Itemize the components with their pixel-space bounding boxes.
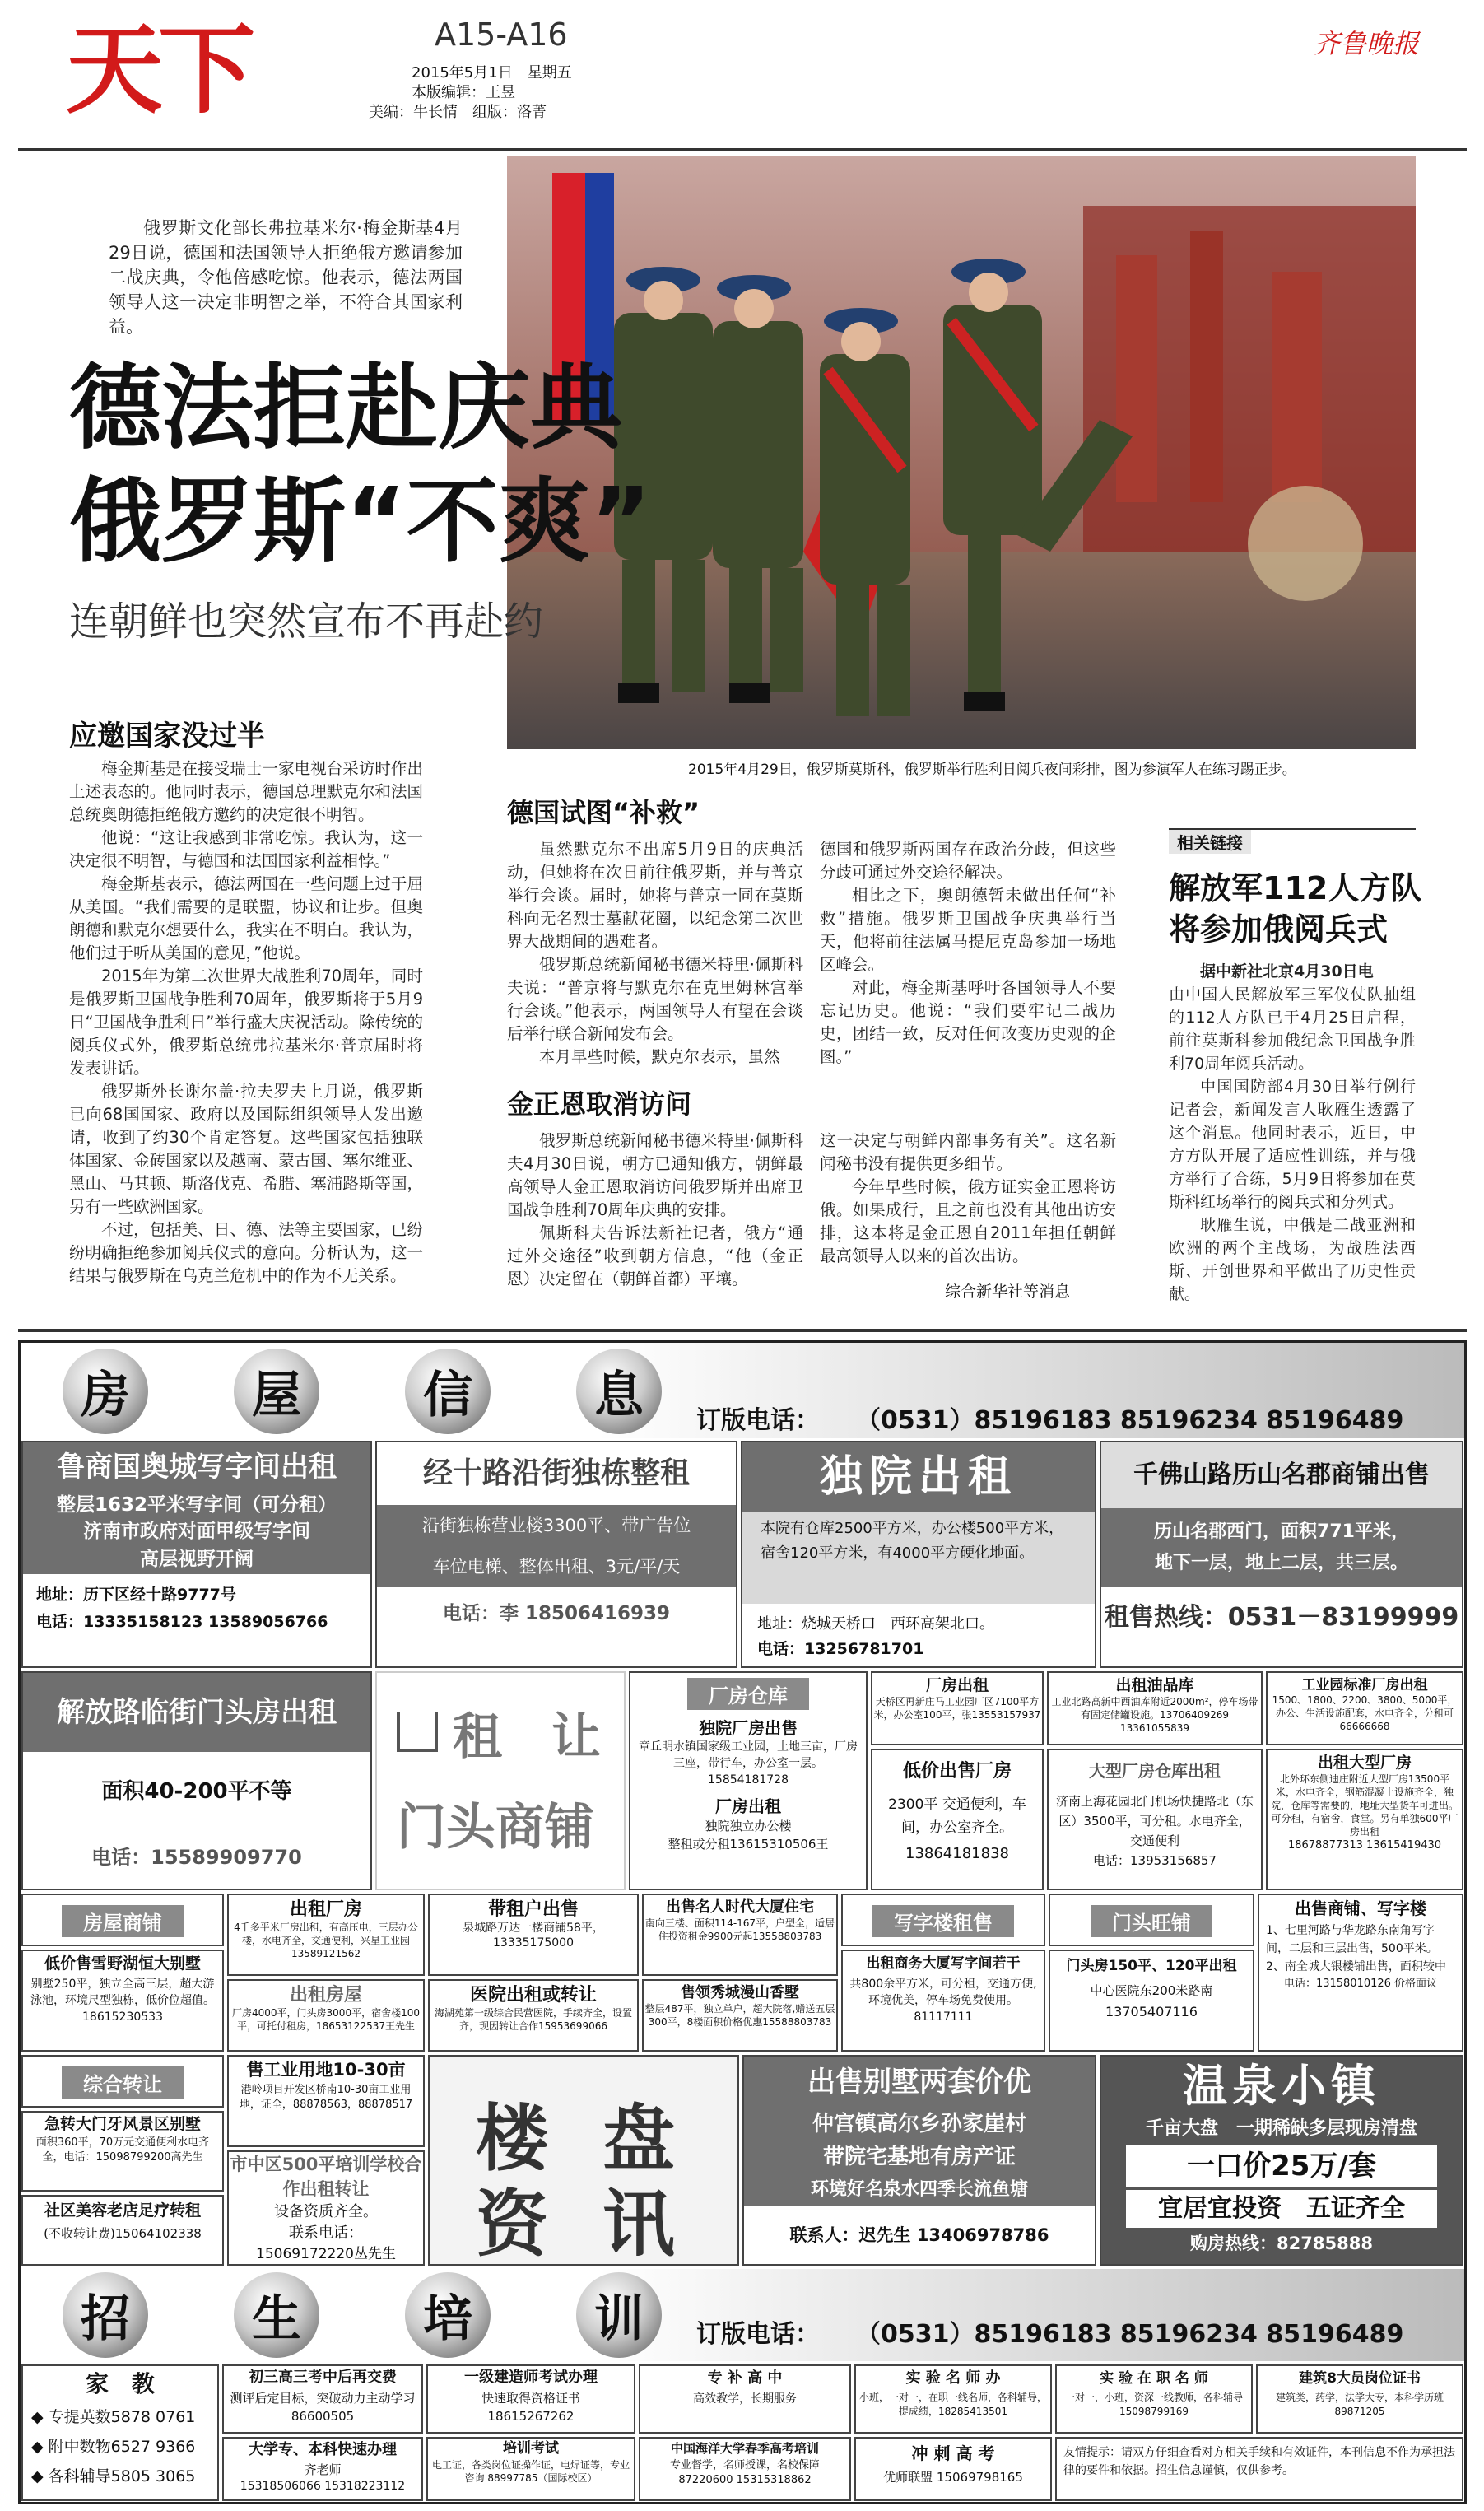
ad-cheap-factory [871, 1749, 1044, 1890]
ad-line: 联系电话： [289, 2224, 363, 2242]
ad-phone: 15069172220丛先生 [256, 2246, 396, 2262]
paragraph: 对此，梅金斯基呼吁各国领导人不要忘记历史。他说：“我们要牢记二战历史，团结一致，反对任何改变历史观的企图。” [820, 978, 1116, 1066]
ad-qianfoshan-shop [1100, 1441, 1463, 1668]
ad-training-school [227, 2150, 425, 2266]
ad-title: 出租大型厂房 [1317, 1754, 1412, 1772]
paragraph: 2015年为第二次世界大战胜利70周年，同时是俄罗斯卫国战争胜利70周年，俄罗斯将于5月9日“卫国战争胜利日”举行盛大庆祝活动。除传统的阅兵仪式外，俄罗斯总统弗拉基米尔·普京届时将发表讲话。 [69, 967, 423, 1078]
edu-char: 招 [63, 2272, 148, 2358]
content-bottom-rule [18, 1329, 1467, 1332]
ad-tenant-sale [428, 1894, 639, 1976]
ad-line: 别墅250平，独立全高三层，超大游泳池，环境尺型独栋，低价位超值。18615230533 [30, 1978, 215, 2024]
ad-shopfront-transfer [375, 1671, 626, 1890]
ad-line: 测评后定目标，突破动力主动学习86600505 [230, 2391, 416, 2424]
ad-large-warehouse [1047, 1749, 1263, 1890]
ad-line: 仲宫镇高尔乡孙家崖村 [744, 2108, 1095, 2141]
ad-line: 共800余平方米，可分租，交通方便,环境优美，停车场免费使用。81117111 [849, 1978, 1037, 2024]
paragraph: 中国国防部4月30日举行例行记者会，新闻发言人耿雁生透露了这个消息。他同时表示，近日，中方方队开展了适应性训练，并与俄方举行了合练，5月9日将参加在莫斯科红场举行的阅兵式和分列式。 [1169, 1078, 1416, 1211]
ad-degree [222, 2437, 423, 2501]
ad-damenya-villa [21, 2111, 224, 2192]
ad-line: 高效教学，长期服务 [693, 2392, 797, 2406]
ad-onjob-teacher [1055, 2364, 1253, 2434]
ad-title: 急转大门牙风景区别墅 [44, 2115, 201, 2133]
paragraph: 梅金斯基表示，德法两国在一些问题上过于屈从美国。“我们需要的是联盟，协议和让步。但奥朗德和默克尔想要什么，我实在不明白。我认为，他们过于听从美国的意见，”他说。 [69, 874, 423, 962]
ad-phone: 电话：13953156857 [1093, 1853, 1217, 1868]
article-column-3b [820, 1130, 1116, 1268]
paragraph: 梅金斯基是在接受瑞士一家电视台采访时作出上述表态的。他同时表示，德国总理默克尔和法国总统奥朗德拒绝俄方邀约的决定很不明智。 [69, 759, 423, 824]
ad-line: 天桥区再新庄马工业园厂区7100平方米，办公室100平，张13553157937 [873, 1696, 1041, 1721]
ad-line: 独院独立办公楼 [705, 1819, 792, 1833]
ad-title: 独院厂房出售 [699, 1718, 798, 1738]
ad-line: 一对一，小班，资深一线教师，各科辅导 15098799169 [1064, 2392, 1243, 2417]
ad-line: 齐老师 [304, 2462, 342, 2477]
category-tag: 综合转让 [62, 2066, 184, 2099]
paragraph: 佩斯科夫告诉法新社记者，俄方“通过外交途径”收到朝方信息，“他（金正恩）决定留在（朝鲜首都）平壤。 [507, 1223, 803, 1288]
related-link-label: 相关链接 [1169, 830, 1251, 854]
design-credit: 美编：牛长情 组版：洛菁 [369, 104, 547, 121]
paragraph: 今年早些时候，俄方证实金正恩将访俄。如果成行，且之前也没有其他出访安排，这本将是金正恩自2011年担任朝鲜最高领导人以来的首次出访。 [820, 1177, 1116, 1265]
ad-phone: 购房热线：82785888 [1190, 2234, 1373, 2253]
ad-line: 沿街独栋营业楼3300平、带广告位 [377, 1505, 736, 1546]
ad-title: 租 让 [453, 1708, 601, 1766]
subheadline: 连朝鲜也突然宣布不再赴约 [69, 599, 544, 645]
ad-title: 实 验 在 职 名 师 [1100, 2370, 1208, 2387]
ad-oil-depot [1047, 1671, 1263, 1745]
ad-line: 工业北路高新中西油库附近2000m²，停车场带有固定储罐设施。13706409269 13361055839 [1051, 1696, 1258, 1734]
category-tag: 写字楼租售 [872, 1905, 1014, 1937]
ad-line: 车位电梯、整体出租、3元/平/天 [377, 1546, 736, 1587]
ad-factory-warehouse [629, 1671, 868, 1890]
ad-title: 独院出租 [742, 1442, 1095, 1512]
ad-jiefang-road-shop [21, 1671, 372, 1890]
ad-title: 大型厂房仓库出租 [1089, 1761, 1221, 1781]
sidebar-body [1169, 960, 1416, 1306]
article-column-1 [69, 757, 423, 1288]
ad-ocean-university [639, 2437, 851, 2501]
ad-line: 宜居宜投资 五证齐全 [1126, 2190, 1437, 2228]
house-char: 息 [576, 1349, 662, 1434]
paragraph: 俄罗斯总统新闻秘书德米特里·佩斯科夫说：“普京将与默克尔在克里姆林宫举行会谈。”他表示，两国领导人有望在会谈后举行联合新闻发布会。 [507, 955, 803, 1043]
order-phone-label: 订版电话： [696, 1406, 820, 1435]
ad-industrial-land [227, 2055, 425, 2147]
lead-intro: 俄罗斯文化部长弗拉基米尔·梅金斯基4月29日说，德国和法国领导人拒绝俄方邀请参加二战庆典，令他倍感吃惊。他表示，德法两国领导人这一决定非明智之举，不符合其国家利益。 [109, 218, 463, 337]
ad-notice [1055, 2437, 1463, 2501]
ad-char: 盘 [602, 2095, 676, 2181]
ad-line: 一口价25万/套 [1126, 2145, 1437, 2187]
ad-line: 环境好名泉水四季长流鱼塘 [744, 2173, 1095, 2206]
ad-house-shop-tag [21, 1894, 224, 1946]
ad-phone: 电话：13335158123 13589056766 [36, 1613, 328, 1631]
ad-subtitle: 门头商铺 [397, 1799, 594, 1856]
ad-line: 济南上海花园北门机场快捷路北（东区）3500平，可分租。水电齐全，交通便利 [1055, 1794, 1254, 1848]
ad-shop-office-sale [1258, 1894, 1463, 2052]
ad-line: 1、七里河路与华龙路东南角写字间，二层和三层出售，500平米。2、南全城大银楼铺出售，面积较中 [1266, 1924, 1446, 1973]
ad-phone: 18678877313 13615419430 [1287, 1839, 1442, 1852]
ad-phone: 15318506066 15318223112 [240, 2480, 406, 2493]
ad-title: 社区美容老店足疗转租 [44, 2201, 201, 2220]
ad-line: 中心医院东200米路南 [1090, 1983, 1213, 1998]
ad-experimental-teacher [854, 2364, 1052, 2434]
paragraph: 不过，包括美、日、德、法等主要国家，已纷纷明确拒绝参加阅兵仪式的意向。分析认为，这一结果与俄罗斯在乌克兰危机中的作为不无关系。 [69, 1220, 423, 1285]
ad-highschool-tutor [639, 2364, 851, 2434]
ad-title: 经十路沿街独栋整租 [422, 1456, 690, 1490]
ad-constructor-exam [426, 2364, 635, 2434]
paragraph: 耿雁生说，中俄是二战亚洲和欧洲的两个主战场，为战胜法西斯、开创世界和平做出了历史性贡献。 [1169, 1216, 1416, 1303]
ad-title: 低价出售厂房 [902, 1761, 1012, 1782]
section-heading-3: 金正恩取消访问 [507, 1088, 692, 1120]
headline-line1: 德法拒赴庆典 [69, 355, 622, 462]
ad-char: 资 [476, 2181, 549, 2266]
ad-line: 面积360平，70万元交通便利水电齐全，电话：15098799200高先生 [35, 2136, 210, 2164]
page-range: A15-A16 [435, 16, 568, 53]
order-phone-number: （0531）85196183 85196234 85196489 [856, 1406, 1404, 1435]
ad-title: 家 教 [85, 2370, 155, 2397]
sidebar-title-2: 将参加俄阅兵式 [1169, 911, 1389, 948]
ad-title: 鲁商国奥城写字间出租 [23, 1442, 370, 1492]
ad-title: 出售别墅两套价优 [744, 2057, 1095, 2108]
ad-char: 楼 [476, 2095, 549, 2181]
ad-phone: 联系人：迟先生 13406978786 [789, 2225, 1049, 2245]
ad-line: 高层视野开阔 [23, 1544, 370, 1574]
article-column-3a [507, 1130, 803, 1291]
ad-line: 带院宅基地有房产证 [744, 2141, 1095, 2173]
ad-line: ◆ 专提英数5878 0761 [31, 2408, 196, 2426]
issue-date: 2015年5月1日 星期五 [412, 64, 572, 82]
ad-commercial-office [841, 1950, 1045, 2052]
ad-phone: 租售热线：0531－83199999 [1104, 1603, 1459, 1632]
house-icon [397, 1712, 438, 1752]
ad-phone: 电话：15589909770 [91, 1846, 302, 1869]
ad-title: 厂房出租 [715, 1796, 781, 1816]
ad-title: 大学专、本科快速办理 [249, 2441, 397, 2458]
related-link-tag [1169, 828, 1416, 854]
house-char: 屋 [234, 1349, 319, 1434]
ad-line: ◆ 各科辅导5805 3065 [31, 2467, 196, 2485]
ad-luoshang-office [21, 1441, 372, 1668]
ad-line: 整层1632平米写字间（可分租） [23, 1492, 370, 1518]
paragraph: 他说：“这让我感到非常吃惊。我认为，这一决定很不明智，与德国和法国国家利益相悖。” [69, 828, 423, 870]
ad-line: 泉城路万达一楼商铺58平，13335175000 [463, 1922, 604, 1950]
ad-phone: 18615267262 [487, 2409, 575, 2424]
ad-title: 中国海洋大学春季高考培训 [670, 2441, 819, 2456]
ad-exam-prep [222, 2364, 423, 2434]
ad-title: 医院出租或转让 [469, 1985, 597, 2006]
ad-title: 初三高三考中后再交费 [249, 2369, 397, 2386]
masthead-logo [66, 12, 337, 127]
paragraph: 俄罗斯总统新闻秘书德米特里·佩斯科夫4月30日说，朝方已通知俄方，朝鲜最高领导人金正恩取消访问俄罗斯并出席卫国战争胜利70周年庆典的安排。 [507, 1131, 803, 1219]
ad-line: ◆ 附中数物6527 9366 [31, 2438, 196, 2456]
ad-address: 地址：烧城天桥口 西环高架北口。 [757, 1615, 994, 1633]
ad-phone: 87220600 15315318862 [678, 2474, 812, 2486]
ad-hospital [428, 1979, 639, 2052]
editor-credit: 本版编辑：王昱 [412, 84, 515, 101]
paragraph: 俄罗斯外长谢尔盖·拉夫罗夫上月说，俄罗斯已向68国国家、政府以及国际组织领导人发出邀请，收到了约30个肯定答复。这些国家包括独联体国家、金砖国家以及越南、蒙古国、塞尔维亚、黑山、马其顿、斯洛伐克、希腊、塞浦路斯等国，另有一些欧洲国家。 [69, 1082, 423, 1216]
dateline: 据中新社北京4月30日电 [1200, 962, 1374, 981]
article-source: 综合新华社等消息 [945, 1283, 1071, 1301]
edu-phone-number: （0531）85196183 85196234 85196489 [856, 2320, 1404, 2349]
ad-title: 出租房屋 [289, 1985, 362, 2006]
ad-title: 专 补 高 中 [707, 2369, 783, 2387]
ad-line: 设备资质齐全。 [274, 2203, 378, 2220]
article-column-2a [507, 838, 803, 1069]
ad-line: 1500、1800、2200、3800、5000平，办公、生活设施配套，水电齐全，分租可66666668 [1272, 1694, 1458, 1732]
ad-property-news [428, 2055, 739, 2266]
ad-title: 千佛山路历山名郡商铺出售 [1101, 1442, 1462, 1508]
ad-phone: 电话：李 18506416939 [442, 1603, 671, 1624]
ad-xueye-villa [21, 1950, 224, 2052]
ad-hot-spring-town [1100, 2055, 1463, 2266]
ad-shopfront-rent [1049, 1950, 1254, 2052]
ad-line: 本院有仓库2500平方米，办公楼500平方米，宿舍120平方米，有4000平方硬化地面。 [742, 1512, 1095, 1604]
ad-line: 北外环东侧迪庄附近大型厂房13500平米，水电齐全，钢筋混凝土设施齐全，独院，仓库等需要的，地址大型货车可进出。可分租，有宿舍，食堂。另有单独600平厂房出租 [1271, 1773, 1459, 1838]
ad-title: 一级建造师考试办理 [464, 2369, 598, 2386]
ad-phone: 电话：13158010126 价格面议 [1283, 1978, 1438, 1990]
ad-title: 市中区500平培训学校合作出租转让 [230, 2155, 422, 2199]
section-heading-2: 德国试图“补救” [507, 797, 700, 828]
ad-training-exam [426, 2437, 635, 2501]
paragraph: 虽然默克尔不出席5月9日的庆典活动，但她将在次日前往俄罗斯，并与普京举行会谈。届时，她将与普京一同在莫斯科向无名烈士墓献花圈，以纪念第二次世界大战期间的遇难者。 [507, 840, 803, 951]
ad-line: 港岭项目开发区桥南10-30亩工业用地，证全，88878563，88878517 [239, 2084, 413, 2111]
headline-line2: 俄罗斯“不爽” [69, 468, 652, 575]
ad-address: 地址：历下区经十路9777号 [36, 1586, 236, 1604]
ad-line: (不收转让费)15064102338 [44, 2226, 202, 2241]
ad-title: 温泉小镇 [1183, 2060, 1380, 2112]
edu-char: 训 [576, 2272, 662, 2358]
paragraph: 相比之下，奥朗德暂未做出任何“补救”措施。俄罗斯卫国战争庆典举行当天，他将前往法属马提尼克岛参加一场地区峰会。 [820, 886, 1116, 974]
ad-misc-tag [21, 2055, 224, 2108]
ad-phone: 13705407116 [1105, 2004, 1198, 2020]
ad-line: 历山名郡西门，面积771平米， [1101, 1508, 1462, 1548]
ad-title: 带租户出售 [487, 1899, 579, 1920]
house-char: 信 [405, 1349, 491, 1434]
ad-big-factory [1266, 1749, 1463, 1890]
ad-line: 电工证，各类岗位证操作证，电焊证等，专业咨询 88997785（国际校区） [431, 2459, 630, 2484]
ad-title: 门头房150平、120平出租 [1066, 1958, 1237, 1974]
ad-phone: 电话：13256781701 [757, 1640, 924, 1658]
lead-photo [507, 156, 1416, 749]
ad-line: 章丘明水镇国家级工业园，土地三亩，厂房三座，带行车，办公室一层。15854181728 [639, 1740, 858, 1787]
ad-line: 2300平 交通便利，车间，办公室齐全。 [888, 1796, 1026, 1836]
paragraph: 由中国人民解放军三军仪仗队抽组的112人方队已于4月25日启程，前往莫斯科参加俄纪念卫国战争胜利70周年阅兵活动。 [1169, 985, 1416, 1073]
ad-tutoring [21, 2364, 219, 2501]
ad-line: 厂房4000平，门头房3000平，宿舍楼100平，可托付租房，18653122537王先生 [232, 2007, 420, 2032]
ad-line: 济南市政府对面甲级写字间 [23, 1518, 370, 1544]
ad-title: 工业园标准厂房出租 [1301, 1677, 1428, 1693]
ad-line: 海湖苑第一级综合民营医院，手续齐全，设置齐，现因转让合作15953699066 [434, 2007, 632, 2032]
ad-line: 面积40-200平不等 [101, 1779, 292, 1804]
ad-title: 出售商铺、写字楼 [1295, 1898, 1426, 1918]
edu-char: 培 [405, 2272, 491, 2358]
ad-title: 解放路临街门头房出租 [23, 1673, 370, 1752]
paragraph: 德国和俄罗斯两国存在政治分歧，但这些分歧可通过外交途径解决。 [820, 840, 1116, 882]
ad-line: 建筑类，药学，法学大专，本科学历班89871205 [1275, 2392, 1444, 2417]
ad-villa-sale [742, 2055, 1096, 2266]
house-char: 房 [63, 1349, 148, 1434]
edu-phone-label: 订版电话： [696, 2320, 820, 2349]
ad-line: 快速取得资格证书 [481, 2391, 580, 2406]
header-rule [18, 148, 1467, 151]
paragraph: 本月早些时候，默克尔表示，虽然 [539, 1047, 780, 1066]
ad-title: 出租商务大厦写字间若干 [866, 1955, 1021, 1972]
ad-line: 千亩大盘 一期稀缺多层现房清盘 [1145, 2118, 1417, 2139]
ad-line: 小班，一对一，在职一线名师，各科辅导，提成绩，18285413501 [859, 2392, 1048, 2417]
ad-gaokao-sprint [854, 2437, 1052, 2501]
ad-beauty-shop [21, 2195, 224, 2266]
ad-line: 专业督学，名师授课，名校保障 [669, 2459, 820, 2471]
ad-lingxiu-villa [642, 1979, 838, 2052]
ad-title: 售领秀城漫山香墅 [681, 1984, 799, 2001]
ad-shopfront-tag [1049, 1894, 1254, 1946]
ad-title: 出租油品库 [1115, 1676, 1194, 1694]
ad-phone: 优师联盟 15069798165 [883, 2470, 1023, 2485]
ad-courtyard-rent [741, 1441, 1096, 1668]
ad-line: 南向三楼、面积114-167平，户型全，适居住投资租金9900元起13558803783 [644, 1917, 835, 1942]
ad-title: 培训考试 [503, 2440, 559, 2457]
ad-industrial-park [1266, 1671, 1463, 1745]
photo-caption: 2015年4月29日，俄罗斯莫斯科，俄罗斯举行胜利日阅兵夜间彩排，图为参演军人在练习踢正步。 [688, 762, 1296, 778]
ad-factory-rent [871, 1671, 1044, 1745]
ad-rent-house [227, 1979, 425, 2052]
paragraph: 这一决定与朝鲜内部事务有关”。这名新闻秘书没有提供更多细节。 [820, 1131, 1116, 1173]
ad-title: 建筑8大员岗位证书 [1299, 2370, 1421, 2387]
parade-soldiers-photo [507, 156, 1416, 749]
ad-title: 冲 刺 高 考 [911, 2443, 995, 2463]
ad-office-tag [841, 1894, 1045, 1946]
ad-line: 整层487平，独立单户，超大院落,赠送五层300平，8楼面积价格优惠15588803783 [644, 2003, 835, 2028]
category-tag: 厂房仓库 [687, 1678, 809, 1710]
ad-title: 低价售雪野湖恒大别墅 [44, 1954, 201, 1973]
ad-title: 售工业用地10-30亩 [246, 2060, 406, 2080]
ad-char: 讯 [602, 2181, 676, 2266]
ad-title: 厂房出租 [925, 1676, 989, 1694]
ad-jingshi-building [375, 1441, 737, 1668]
ad-line: 4千多平米厂房出租，有高压电，三层办公楼，水电齐全，交通便利，兴星工业园13589121562 [234, 1922, 418, 1959]
category-tag: 门头旺铺 [1091, 1905, 1212, 1937]
friendly-notice: 友情提示：请双方仔细查看对方相关手续和有效证件，本刊信息不作为承担法律的要件和依据。招生信息谨慎，仅供参考。 [1063, 2446, 1455, 2477]
section-heading-1: 应邀国家没过半 [69, 720, 265, 752]
article-column-2b [820, 838, 1116, 1069]
ad-phone: 13864181838 [905, 1845, 1009, 1862]
category-tag: 房屋商铺 [62, 1905, 184, 1937]
ad-line: 整租或分租13615310506王 [668, 1837, 829, 1852]
section-logo: 天下 [66, 12, 251, 127]
edu-char: 生 [234, 2272, 319, 2358]
ad-celebrity-times [642, 1894, 838, 1976]
ad-line: 地下一层，地上二层，共三层。 [1101, 1548, 1462, 1587]
ad-rent-factory [227, 1894, 425, 1976]
ad-title: 出售名人时代大厦住宅 [666, 1898, 814, 1916]
ad-title: 实 验 名 师 办 [905, 2369, 1001, 2387]
newspaper-name: 齐鲁晚报 [1314, 28, 1420, 59]
ad-title: 出租厂房 [289, 1899, 362, 1920]
ad-construction-cert [1256, 2364, 1463, 2434]
sidebar-title-1: 解放军112人方队 [1169, 870, 1422, 906]
